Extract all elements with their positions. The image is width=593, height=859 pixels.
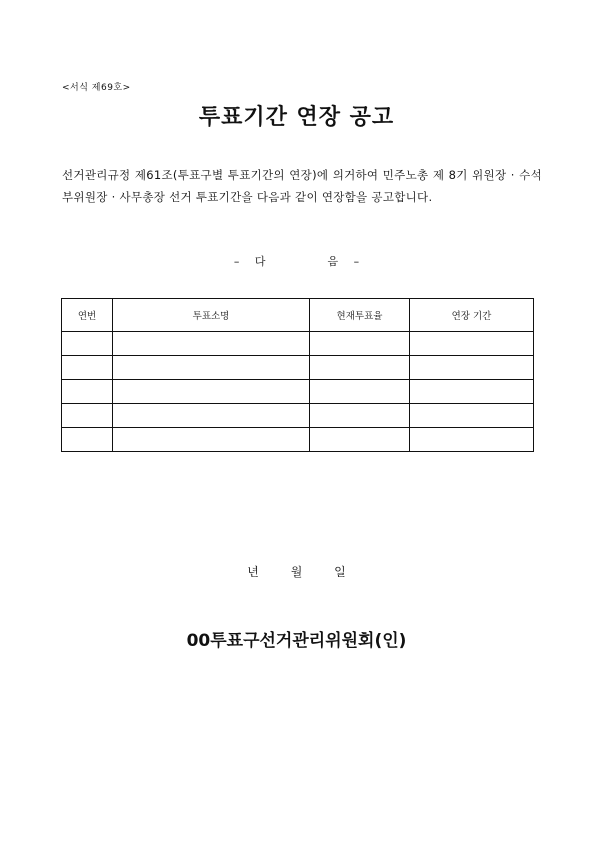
header-current-turnout: 현재투표율	[310, 299, 410, 332]
header-extension-period: 연장 기간	[410, 299, 534, 332]
table-cell	[62, 380, 113, 404]
table-cell	[410, 356, 534, 380]
table-cell	[310, 404, 410, 428]
table-header-row	[62, 299, 534, 332]
table-cell	[410, 332, 534, 356]
table-cell	[410, 380, 534, 404]
table-cell	[62, 428, 113, 452]
issuer-signature: 00투표구선거관리위원회(인)	[186, 631, 407, 651]
header-polling-place: 투표소명	[113, 299, 310, 332]
notice-body: 선거관리규정 제61조(투표구별 투표기간의 연장)에 의거하여 민주노총 제 8기 위원장 · 수석부위원장 · 사무총장 선거 투표기간을 다음과 같이 연장함을 공고합니다.	[62, 168, 542, 204]
table-row	[62, 428, 534, 452]
date-month: 월	[290, 565, 303, 579]
table-cell	[62, 332, 113, 356]
table-row	[62, 356, 534, 380]
table-cell	[113, 332, 310, 356]
table-cell	[410, 428, 534, 452]
table-cell	[410, 404, 534, 428]
table-cell	[310, 356, 410, 380]
form-number: <서식 제69호>	[62, 83, 131, 93]
section-marker: – 다 음 –	[233, 255, 360, 268]
table-cell	[113, 404, 310, 428]
date-day: 일	[334, 565, 346, 579]
table-cell	[62, 356, 113, 380]
document-title: 투표기간 연장 공고	[198, 105, 395, 130]
table-cell	[113, 380, 310, 404]
table-cell	[310, 332, 410, 356]
table-cell	[113, 356, 310, 380]
header-number: 연번	[62, 299, 113, 332]
date-line	[0, 563, 593, 580]
table-cell	[310, 428, 410, 452]
table-row	[62, 380, 534, 404]
table-row	[62, 404, 534, 428]
table-cell	[310, 380, 410, 404]
notice-table	[61, 298, 534, 452]
date-year: 년	[247, 565, 259, 579]
table-row	[62, 332, 534, 356]
table-cell	[113, 428, 310, 452]
table-cell	[62, 404, 113, 428]
